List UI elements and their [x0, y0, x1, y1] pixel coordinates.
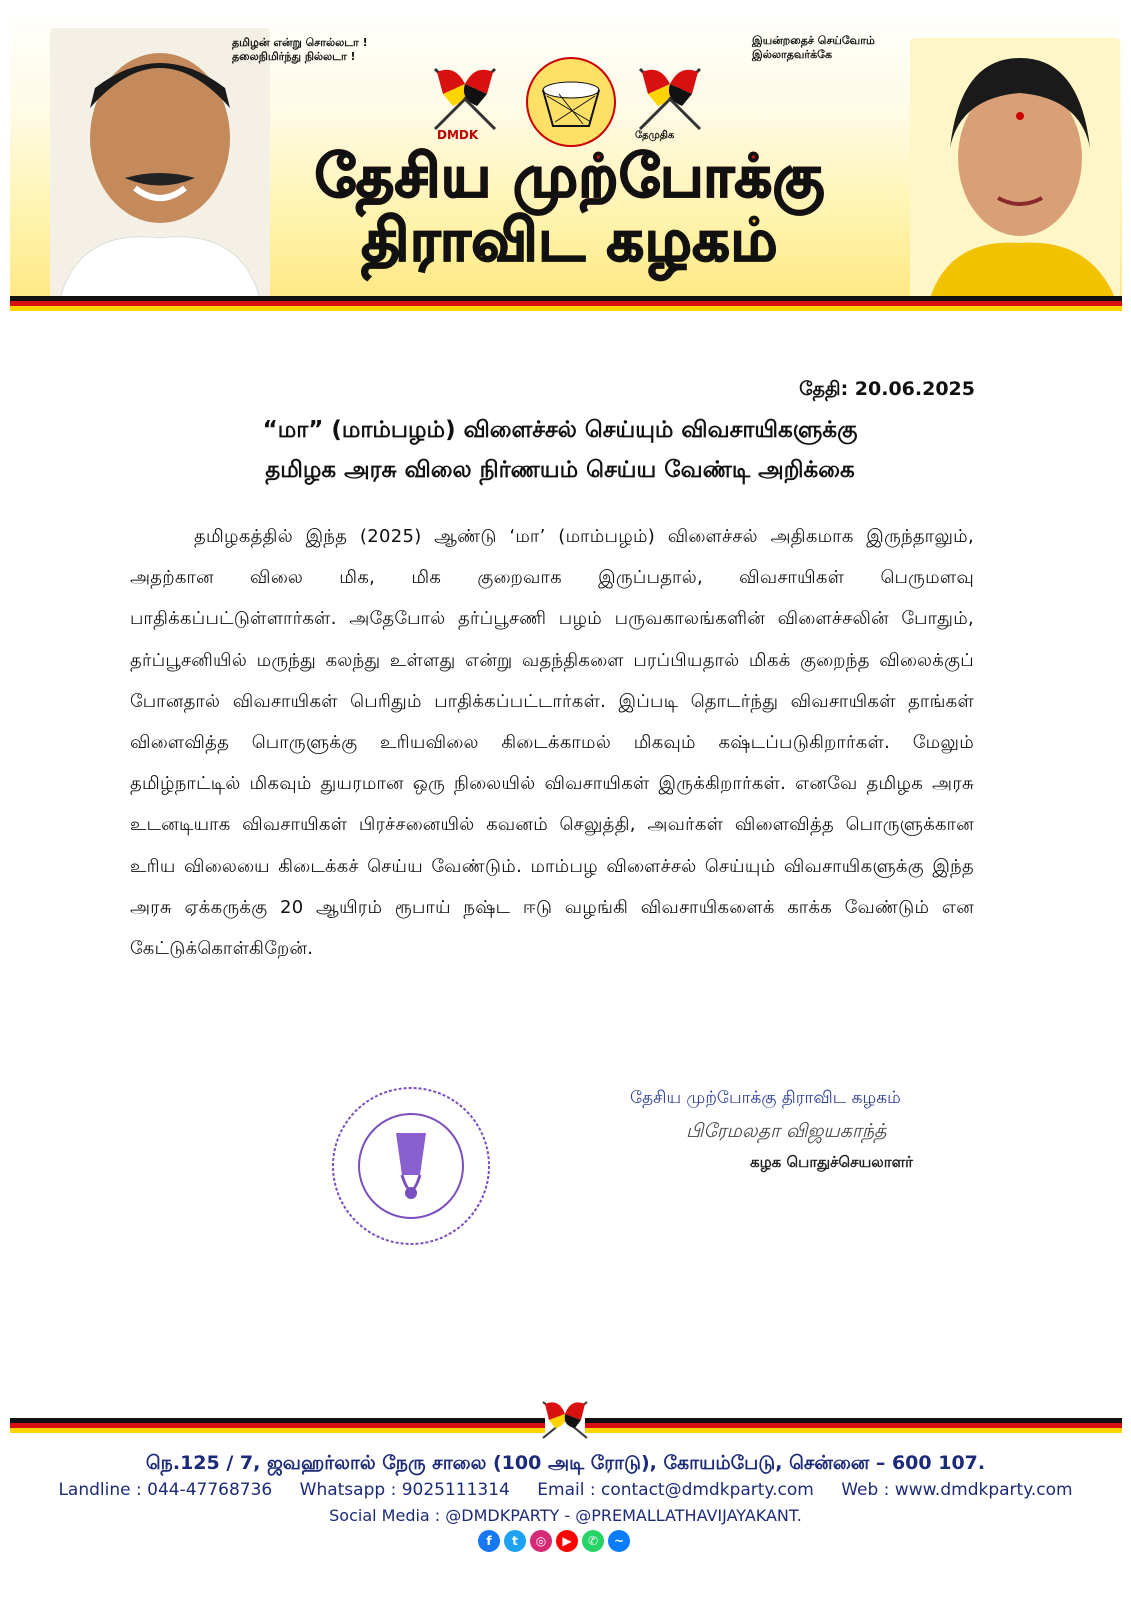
- letter-body: தமிழகத்தில் இந்த (2025) ஆண்டு ‘மா’ (மாம்பழம்) விளைச்சல் அதிகமாக இருந்தாலும், அதற்கான விலை மிக, மிக குறைவாக இருப்பதால், விவசாயிகள் பெருமளவு பாதிக்கப்பட்டுள்ளார்கள். அதேபோல் தர்ப்பூசணி பழம் பருவகாலங்களின் விளைச்சலின் போதும், தர்ப்பூசனியில் மருந்து கலந்து உள்ளது என்று வதந்திகளை பரப்பியதால் மிகக் குறைந்த விலைக்குப் போனதால் விவசாயிகள் பெரிதும் பாதிக்கப்பட்டார்கள். இப்படி தொடர்ந்து விவசாயிகள் தாங்கள் விளைவித்த பொருளுக்கு உரியவிலை கிடைக்காமல் மிகவும் கஷ்டப்படுகிறார்கள். மேலும் தமிழ்நாட்டில் மிகவும் துயரமான ஒரு நிலையில் விவசாயிகள் இருக்கிறார்கள். எனவே தமிழக அரசு உடனடியாக விவசாயிகள் பிரச்சனையில் கவனம் செலுத்தி, அவர்கள் விளைவித்த பொருளுக்கான உரிய விலையை கிடைக்கச் செய்ய வேண்டும். மாம்பழ விளைச்சல் செய்யும் விவசாயிகளுக்கு இந்த அரசு ஏக்கருக்கு 20 ஆயிரம் ரூபாய் நஷ்ட ஈடு வழங்கி விவசாயிகளைக் காக்க வேண்டும் என கேட்டுக்கொள்கிறேன்.: [130, 526, 974, 960]
- whatsapp-text: Whatsapp : 9025111314: [299, 1480, 510, 1500]
- signature-block: [630, 1088, 950, 1173]
- header-stripes: [10, 296, 1122, 312]
- footer-flags-icon: [515, 1398, 615, 1440]
- party-flag-icon: [630, 64, 710, 134]
- web-link[interactable]: Web : www.dmdkparty.com: [841, 1480, 1073, 1500]
- signature-org: தேசிய முற்போக்கு திராவிட கழகம்: [630, 1088, 901, 1108]
- landline-text: Landline : 044-47768736: [58, 1480, 273, 1500]
- footer-address: நெ.125 / 7, ஜவஹர்லால் நேரு சாலை (100 அடி ரோடு), கோயம்பேடு, சென்னை – 600 107.: [145, 1452, 986, 1474]
- footer-contacts: [0, 1480, 1131, 1500]
- signature-title: கழக பொதுச்செயலாளர்: [750, 1153, 913, 1171]
- whatsapp-icon[interactable]: ✆: [582, 1530, 604, 1552]
- social-icons-row: [478, 1530, 630, 1552]
- twitter-icon[interactable]: t: [504, 1530, 526, 1552]
- party-name-title: தேசிய முற்போக்கு திராவிட கழகம்: [250, 144, 890, 272]
- dmdk-tag: DMDK: [437, 128, 479, 142]
- date-label: தேதி:: [799, 378, 849, 400]
- footer-social-media: Social Media : @DMDKPARTY - @PREMALLATHAVIJAYAKANT.: [329, 1506, 802, 1525]
- leader-portrait-right: [910, 38, 1120, 298]
- letterhead-banner: [10, 8, 1122, 304]
- leader-portrait-left: [50, 28, 270, 298]
- messenger-icon[interactable]: ~: [608, 1530, 630, 1552]
- letter-subject: [120, 410, 1000, 490]
- subject-line-1: “மா” (மாம்பழம்) விளைச்சல் செய்யும் விவசாயிகளுக்கு: [262, 417, 858, 443]
- subject-line-2: தமிழக அரசு விலை நிர்ணயம் செய்ய வேண்டி அறிக்கை: [265, 457, 855, 483]
- dmdk-tamil-tag: தேமுதிக: [635, 130, 675, 141]
- youtube-icon[interactable]: ▶: [556, 1530, 578, 1552]
- murasu-drum-icon: [525, 56, 617, 148]
- instagram-icon[interactable]: ◎: [530, 1530, 552, 1552]
- email-link[interactable]: Email : contact@dmdkparty.com: [537, 1480, 814, 1500]
- party-emblem-row: [425, 56, 725, 146]
- date-value: 20.06.2025: [854, 378, 975, 400]
- handwritten-signature: பிரேமலதா விஜயகாந்த்: [686, 1120, 887, 1142]
- facebook-icon[interactable]: f: [478, 1530, 500, 1552]
- party-seal-stamp: [330, 1085, 492, 1247]
- letter-date: [799, 378, 975, 403]
- slogan-right: இயன்றதைச் செய்வோம் இல்லாதவர்க்கே: [752, 34, 875, 61]
- party-flag-icon: [425, 64, 505, 134]
- slogan-left: தமிழன் என்று சொல்லடா ! தலைநிமிர்ந்து நில்லடா !: [232, 36, 368, 63]
